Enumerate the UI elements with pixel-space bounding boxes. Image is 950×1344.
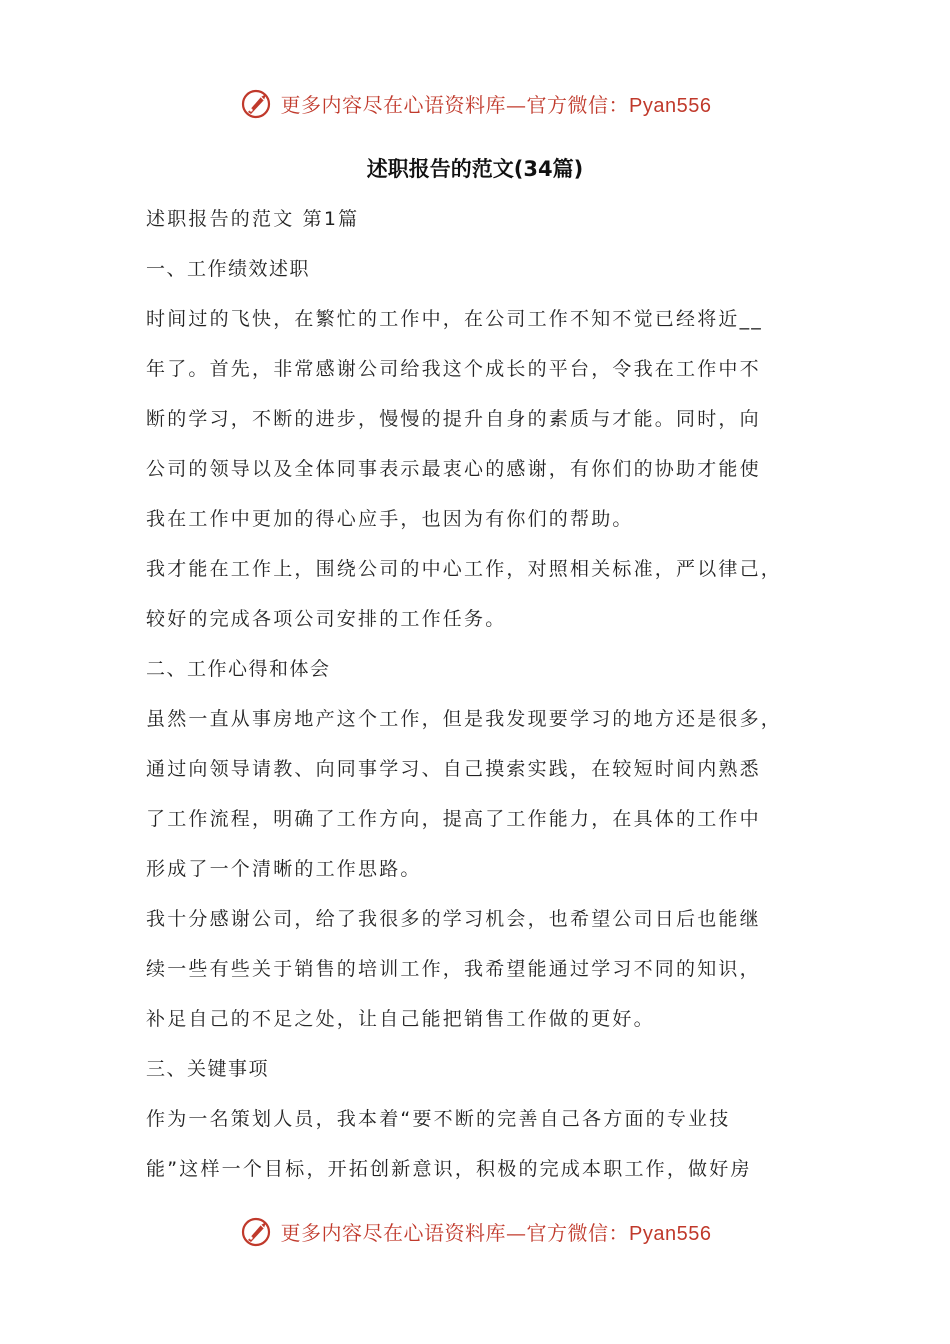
paragraph-line: 我十分感谢公司，给了我很多的学习机会，也希望公司日后也能继 <box>146 908 761 930</box>
paragraph-line: 我才能在工作上，围绕公司的中心工作，对照相关标准，严以律己， <box>146 558 783 580</box>
watermark-text: 更多内容尽在心语资料库—官方微信：Pyan556 <box>280 1220 712 1245</box>
pen-nib-circle-icon <box>239 85 275 121</box>
watermark-banner-bottom <box>0 1211 950 1251</box>
paragraph-line: 能”这样一个目标，开拓创新意识，积极的完成本职工作，做好房 <box>146 1158 752 1180</box>
watermark-banner-top <box>0 83 950 123</box>
watermark-text: 更多内容尽在心语资料库—官方微信：Pyan556 <box>280 92 712 117</box>
section-heading: 一、工作绩效述职 <box>146 258 311 280</box>
section-heading: 三、关键事项 <box>146 1058 270 1080</box>
paragraph-line: 虽然一直从事房地产这个工作，但是我发现要学习的地方还是很多， <box>146 708 783 730</box>
paragraph-line: 作为一名策划人员，我本着“要不断的完善自己各方面的专业技 <box>146 1108 731 1130</box>
section-heading: 二、工作心得和体会 <box>146 658 331 680</box>
paragraph-line: 我在工作中更加的得心应手，也因为有你们的帮助。 <box>146 508 634 530</box>
paragraph-line: 较好的完成各项公司安排的工作任务。 <box>146 608 507 630</box>
pen-nib-circle-icon <box>239 1213 275 1249</box>
paragraph-line: 续一些有些关于销售的培训工作，我希望能通过学习不同的知识， <box>146 958 761 980</box>
document-body <box>146 200 808 1200</box>
paragraph-line: 年了。首先，非常感谢公司给我这个成长的平台，令我在工作中不 <box>146 358 761 380</box>
paragraph-line: 补足自己的不足之处，让自己能把销售工作做的更好。 <box>146 1008 655 1030</box>
paragraph-line: 通过向领导请教、向同事学习、自己摸索实践，在较短时间内熟悉 <box>146 758 761 780</box>
paragraph-line: 公司的领导以及全体同事表示最衷心的感谢，有你们的协助才能使 <box>146 458 761 480</box>
wechat-id: Pyan556 <box>629 1222 712 1245</box>
wechat-id: Pyan556 <box>629 94 712 117</box>
paragraph-line: 时间过的飞快，在繁忙的工作中，在公司工作不知不觉已经将近__ <box>146 308 764 330</box>
section-subtitle: 述职报告的范文 第1篇 <box>146 208 360 230</box>
paragraph-line: 断的学习，不断的进步，慢慢的提升自身的素质与才能。同时，向 <box>146 408 761 430</box>
paragraph-line: 形成了一个清晰的工作思路。 <box>146 858 422 880</box>
document-title: 述职报告的范文(34篇) <box>366 157 584 181</box>
paragraph-line: 了工作流程，明确了工作方向，提高了工作能力，在具体的工作中 <box>146 808 761 830</box>
